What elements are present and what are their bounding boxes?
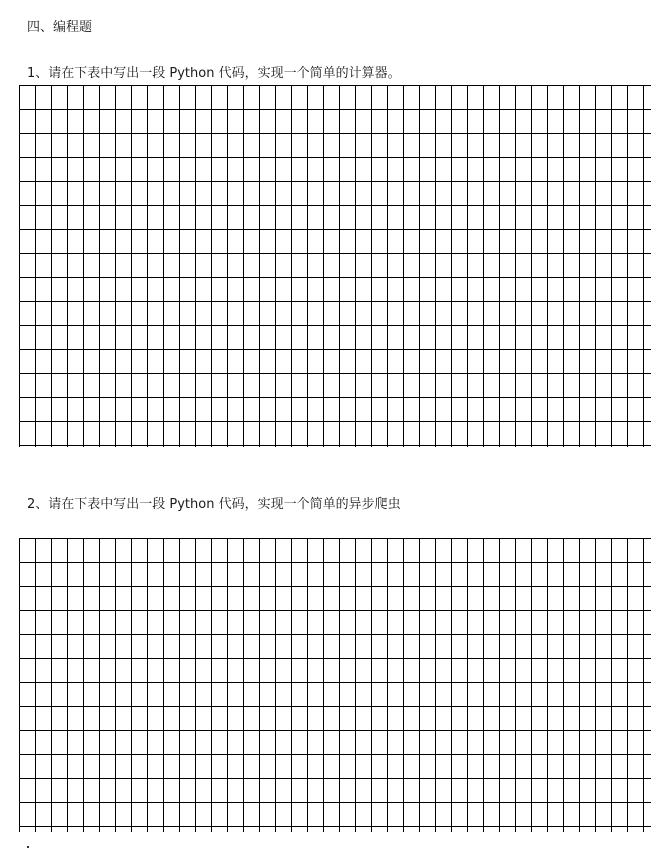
question-1-prompt: 1、请在下表中写出一段 Python 代码，实现一个简单的计算器。 bbox=[27, 66, 401, 81]
question-2-prompt: 2、请在下表中写出一段 Python 代码，实现一个简单的异步爬虫 bbox=[27, 497, 401, 512]
answer-grid-2[interactable] bbox=[19, 538, 651, 832]
page-mark bbox=[27, 846, 29, 848]
section-heading: 四、编程题 bbox=[27, 20, 93, 35]
answer-grid-1[interactable] bbox=[19, 85, 651, 447]
